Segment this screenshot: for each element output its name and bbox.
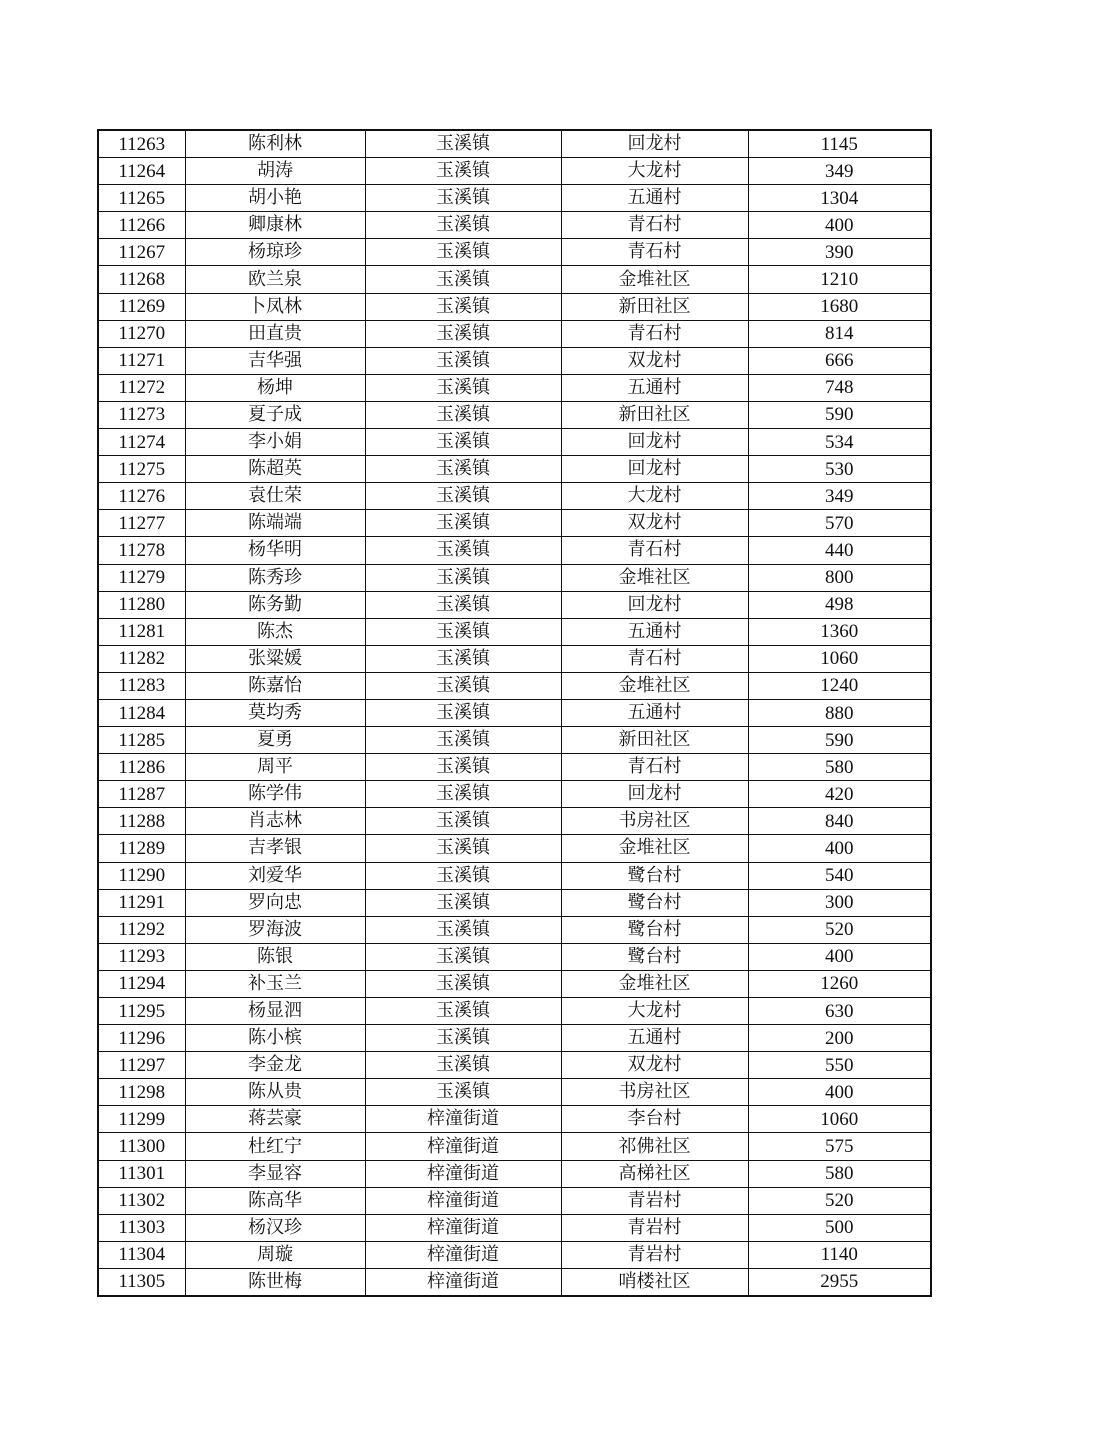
amount-cell: 520 (748, 1187, 931, 1214)
village-cell: 书房社区 (561, 808, 748, 835)
village-cell: 哨楼社区 (561, 1268, 748, 1296)
town-cell: 玉溪镇 (365, 1052, 561, 1079)
table-row (98, 401, 931, 428)
id-cell: 11272 (98, 374, 185, 401)
id-cell: 11273 (98, 401, 185, 428)
town-cell: 玉溪镇 (365, 727, 561, 754)
town-cell: 玉溪镇 (365, 266, 561, 293)
table-row (98, 212, 931, 239)
amount-cell: 840 (748, 808, 931, 835)
village-cell: 五通村 (561, 699, 748, 726)
table-row (98, 537, 931, 564)
amount-cell: 498 (748, 591, 931, 618)
name-cell: 陈嘉怡 (185, 672, 365, 699)
amount-cell: 748 (748, 374, 931, 401)
village-cell: 五通村 (561, 374, 748, 401)
amount-cell: 349 (748, 483, 931, 510)
table-row (98, 1052, 931, 1079)
village-cell: 祁佛社区 (561, 1133, 748, 1160)
amount-cell: 1360 (748, 618, 931, 645)
name-cell: 周平 (185, 754, 365, 781)
town-cell: 玉溪镇 (365, 645, 561, 672)
town-cell: 玉溪镇 (365, 293, 561, 320)
town-cell: 玉溪镇 (365, 212, 561, 239)
table-row (98, 1106, 931, 1133)
id-cell: 11275 (98, 456, 185, 483)
name-cell: 夏子成 (185, 401, 365, 428)
village-cell: 金堆社区 (561, 564, 748, 591)
id-cell: 11295 (98, 998, 185, 1025)
id-cell: 11302 (98, 1187, 185, 1214)
town-cell: 玉溪镇 (365, 158, 561, 185)
village-cell: 青岩村 (561, 1187, 748, 1214)
amount-cell: 1260 (748, 970, 931, 997)
name-cell: 陈学伟 (185, 781, 365, 808)
id-cell: 11266 (98, 212, 185, 239)
table-row (98, 970, 931, 997)
name-cell: 李小娟 (185, 429, 365, 456)
id-cell: 11284 (98, 699, 185, 726)
village-cell: 回龙村 (561, 781, 748, 808)
name-cell: 李显容 (185, 1160, 365, 1187)
table-row (98, 727, 931, 754)
name-cell: 杨琼珍 (185, 239, 365, 266)
amount-cell: 1304 (748, 185, 931, 212)
amount-cell: 1140 (748, 1241, 931, 1268)
id-cell: 11300 (98, 1133, 185, 1160)
name-cell: 胡涛 (185, 158, 365, 185)
village-cell: 青石村 (561, 537, 748, 564)
amount-cell: 400 (748, 1079, 931, 1106)
table-row (98, 943, 931, 970)
town-cell: 玉溪镇 (365, 699, 561, 726)
amount-cell: 580 (748, 1160, 931, 1187)
table-row (98, 239, 931, 266)
town-cell: 梓潼街道 (365, 1241, 561, 1268)
table-row (98, 1187, 931, 1214)
town-cell: 玉溪镇 (365, 456, 561, 483)
id-cell: 11268 (98, 266, 185, 293)
id-cell: 11279 (98, 564, 185, 591)
name-cell: 罗海波 (185, 916, 365, 943)
town-cell: 玉溪镇 (365, 889, 561, 916)
village-cell: 青岩村 (561, 1241, 748, 1268)
amount-cell: 1210 (748, 266, 931, 293)
town-cell: 玉溪镇 (365, 429, 561, 456)
village-cell: 青石村 (561, 645, 748, 672)
table-body (98, 130, 931, 1296)
table-row (98, 916, 931, 943)
town-cell: 玉溪镇 (365, 1079, 561, 1106)
village-cell: 新田社区 (561, 401, 748, 428)
town-cell: 玉溪镇 (365, 916, 561, 943)
village-cell: 大龙村 (561, 998, 748, 1025)
village-cell: 回龙村 (561, 591, 748, 618)
village-cell: 李台村 (561, 1106, 748, 1133)
name-cell: 陈从贵 (185, 1079, 365, 1106)
amount-cell: 1060 (748, 645, 931, 672)
name-cell: 夏勇 (185, 727, 365, 754)
table-row (98, 1268, 931, 1296)
id-cell: 11270 (98, 320, 185, 347)
town-cell: 玉溪镇 (365, 537, 561, 564)
village-cell: 双龙村 (561, 510, 748, 537)
table-row (98, 618, 931, 645)
town-cell: 玉溪镇 (365, 185, 561, 212)
id-cell: 11293 (98, 943, 185, 970)
town-cell: 玉溪镇 (365, 1025, 561, 1052)
village-cell: 青石村 (561, 754, 748, 781)
town-cell: 玉溪镇 (365, 320, 561, 347)
name-cell: 吉华强 (185, 347, 365, 374)
town-cell: 玉溪镇 (365, 130, 561, 158)
name-cell: 杨显泗 (185, 998, 365, 1025)
amount-cell: 800 (748, 564, 931, 591)
village-cell: 新田社区 (561, 293, 748, 320)
id-cell: 11292 (98, 916, 185, 943)
name-cell: 杨汉珍 (185, 1214, 365, 1241)
village-cell: 金堆社区 (561, 970, 748, 997)
town-cell: 玉溪镇 (365, 781, 561, 808)
village-cell: 双龙村 (561, 347, 748, 374)
name-cell: 陈世梅 (185, 1268, 365, 1296)
id-cell: 11282 (98, 645, 185, 672)
id-cell: 11294 (98, 970, 185, 997)
town-cell: 玉溪镇 (365, 618, 561, 645)
id-cell: 11288 (98, 808, 185, 835)
amount-cell: 400 (748, 212, 931, 239)
name-cell: 罗向忠 (185, 889, 365, 916)
town-cell: 玉溪镇 (365, 998, 561, 1025)
village-cell: 五通村 (561, 1025, 748, 1052)
town-cell: 梓潼街道 (365, 1133, 561, 1160)
id-cell: 11277 (98, 510, 185, 537)
table-row (98, 374, 931, 401)
town-cell: 玉溪镇 (365, 808, 561, 835)
id-cell: 11285 (98, 727, 185, 754)
village-cell: 五通村 (561, 618, 748, 645)
town-cell: 梓潼街道 (365, 1187, 561, 1214)
id-cell: 11298 (98, 1079, 185, 1106)
town-cell: 玉溪镇 (365, 347, 561, 374)
amount-cell: 550 (748, 1052, 931, 1079)
id-cell: 11296 (98, 1025, 185, 1052)
amount-cell: 1060 (748, 1106, 931, 1133)
amount-cell: 580 (748, 754, 931, 781)
town-cell: 玉溪镇 (365, 591, 561, 618)
id-cell: 11278 (98, 537, 185, 564)
village-cell: 青石村 (561, 212, 748, 239)
name-cell: 卿康林 (185, 212, 365, 239)
village-cell: 回龙村 (561, 130, 748, 158)
table-row (98, 510, 931, 537)
name-cell: 卜凤林 (185, 293, 365, 320)
table-row (98, 130, 931, 158)
table-row (98, 754, 931, 781)
village-cell: 青石村 (561, 320, 748, 347)
amount-cell: 1240 (748, 672, 931, 699)
town-cell: 玉溪镇 (365, 672, 561, 699)
id-cell: 11290 (98, 862, 185, 889)
name-cell: 莫均秀 (185, 699, 365, 726)
village-cell: 鹭台村 (561, 943, 748, 970)
amount-cell: 349 (748, 158, 931, 185)
amount-cell: 1145 (748, 130, 931, 158)
name-cell: 肖志林 (185, 808, 365, 835)
table-row (98, 835, 931, 862)
id-cell: 11283 (98, 672, 185, 699)
id-cell: 11303 (98, 1214, 185, 1241)
table-row (98, 672, 931, 699)
id-cell: 11281 (98, 618, 185, 645)
amount-cell: 880 (748, 699, 931, 726)
table-row (98, 293, 931, 320)
table-row (98, 185, 931, 212)
table-row (98, 1079, 931, 1106)
village-cell: 回龙村 (561, 429, 748, 456)
table-row (98, 645, 931, 672)
table-row (98, 456, 931, 483)
id-cell: 11287 (98, 781, 185, 808)
village-cell: 大龙村 (561, 158, 748, 185)
table-row (98, 429, 931, 456)
town-cell: 玉溪镇 (365, 510, 561, 537)
village-cell: 青石村 (561, 239, 748, 266)
table-row (98, 320, 931, 347)
town-cell: 玉溪镇 (365, 835, 561, 862)
table-row (98, 781, 931, 808)
id-cell: 11286 (98, 754, 185, 781)
table-row (98, 808, 931, 835)
table-row (98, 266, 931, 293)
table-row (98, 564, 931, 591)
amount-cell: 534 (748, 429, 931, 456)
town-cell: 玉溪镇 (365, 754, 561, 781)
name-cell: 李金龙 (185, 1052, 365, 1079)
id-cell: 11297 (98, 1052, 185, 1079)
village-cell: 新田社区 (561, 727, 748, 754)
town-cell: 梓潼街道 (365, 1160, 561, 1187)
village-cell: 高梯社区 (561, 1160, 748, 1187)
name-cell: 田直贵 (185, 320, 365, 347)
amount-cell: 2955 (748, 1268, 931, 1296)
town-cell: 玉溪镇 (365, 970, 561, 997)
amount-cell: 630 (748, 998, 931, 1025)
amount-cell: 570 (748, 510, 931, 537)
table-row (98, 1025, 931, 1052)
table-row (98, 998, 931, 1025)
name-cell: 吉孝银 (185, 835, 365, 862)
village-cell: 大龙村 (561, 483, 748, 510)
id-cell: 11305 (98, 1268, 185, 1296)
table-row (98, 483, 931, 510)
name-cell: 蒋芸豪 (185, 1106, 365, 1133)
village-cell: 金堆社区 (561, 266, 748, 293)
table-row (98, 889, 931, 916)
id-cell: 11276 (98, 483, 185, 510)
table-row (98, 1133, 931, 1160)
village-cell: 书房社区 (561, 1079, 748, 1106)
id-cell: 11289 (98, 835, 185, 862)
town-cell: 梓潼街道 (365, 1268, 561, 1296)
id-cell: 11267 (98, 239, 185, 266)
amount-cell: 540 (748, 862, 931, 889)
id-cell: 11263 (98, 130, 185, 158)
town-cell: 梓潼街道 (365, 1214, 561, 1241)
village-cell: 金堆社区 (561, 672, 748, 699)
name-cell: 补玉兰 (185, 970, 365, 997)
amount-cell: 440 (748, 537, 931, 564)
town-cell: 玉溪镇 (365, 401, 561, 428)
name-cell: 袁仕荣 (185, 483, 365, 510)
id-cell: 11269 (98, 293, 185, 320)
village-cell: 鹭台村 (561, 916, 748, 943)
table-row (98, 347, 931, 374)
village-cell: 青岩村 (561, 1214, 748, 1241)
name-cell: 杨华明 (185, 537, 365, 564)
id-cell: 11264 (98, 158, 185, 185)
village-cell: 鹭台村 (561, 862, 748, 889)
name-cell: 杜红宁 (185, 1133, 365, 1160)
name-cell: 陈利林 (185, 130, 365, 158)
id-cell: 11299 (98, 1106, 185, 1133)
village-cell: 五通村 (561, 185, 748, 212)
id-cell: 11304 (98, 1241, 185, 1268)
amount-cell: 1680 (748, 293, 931, 320)
name-cell: 陈端端 (185, 510, 365, 537)
amount-cell: 420 (748, 781, 931, 808)
table-row (98, 699, 931, 726)
town-cell: 玉溪镇 (365, 862, 561, 889)
village-cell: 双龙村 (561, 1052, 748, 1079)
table-row (98, 862, 931, 889)
name-cell: 张粱媛 (185, 645, 365, 672)
name-cell: 刘爱华 (185, 862, 365, 889)
table-row (98, 591, 931, 618)
id-cell: 11274 (98, 429, 185, 456)
name-cell: 陈高华 (185, 1187, 365, 1214)
amount-cell: 590 (748, 727, 931, 754)
id-cell: 11291 (98, 889, 185, 916)
village-cell: 鹭台村 (561, 889, 748, 916)
amount-cell: 500 (748, 1214, 931, 1241)
amount-cell: 390 (748, 239, 931, 266)
table-row (98, 1241, 931, 1268)
id-cell: 11280 (98, 591, 185, 618)
name-cell: 陈务勤 (185, 591, 365, 618)
amount-cell: 200 (748, 1025, 931, 1052)
amount-cell: 530 (748, 456, 931, 483)
table-row (98, 158, 931, 185)
name-cell: 周璇 (185, 1241, 365, 1268)
name-cell: 胡小艳 (185, 185, 365, 212)
name-cell: 陈秀珍 (185, 564, 365, 591)
amount-cell: 520 (748, 916, 931, 943)
town-cell: 玉溪镇 (365, 374, 561, 401)
id-cell: 11265 (98, 185, 185, 212)
name-cell: 陈超英 (185, 456, 365, 483)
amount-cell: 575 (748, 1133, 931, 1160)
town-cell: 梓潼街道 (365, 1106, 561, 1133)
name-cell: 陈银 (185, 943, 365, 970)
amount-cell: 400 (748, 943, 931, 970)
amount-cell: 814 (748, 320, 931, 347)
name-cell: 陈小槟 (185, 1025, 365, 1052)
amount-cell: 300 (748, 889, 931, 916)
town-cell: 玉溪镇 (365, 483, 561, 510)
amount-cell: 666 (748, 347, 931, 374)
id-cell: 11271 (98, 347, 185, 374)
town-cell: 玉溪镇 (365, 239, 561, 266)
data-table (97, 129, 932, 1297)
table-row (98, 1214, 931, 1241)
amount-cell: 590 (748, 401, 931, 428)
village-cell: 回龙村 (561, 456, 748, 483)
name-cell: 陈杰 (185, 618, 365, 645)
amount-cell: 400 (748, 835, 931, 862)
town-cell: 玉溪镇 (365, 564, 561, 591)
id-cell: 11301 (98, 1160, 185, 1187)
town-cell: 玉溪镇 (365, 943, 561, 970)
name-cell: 欧兰泉 (185, 266, 365, 293)
village-cell: 金堆社区 (561, 835, 748, 862)
name-cell: 杨坤 (185, 374, 365, 401)
table-row (98, 1160, 931, 1187)
